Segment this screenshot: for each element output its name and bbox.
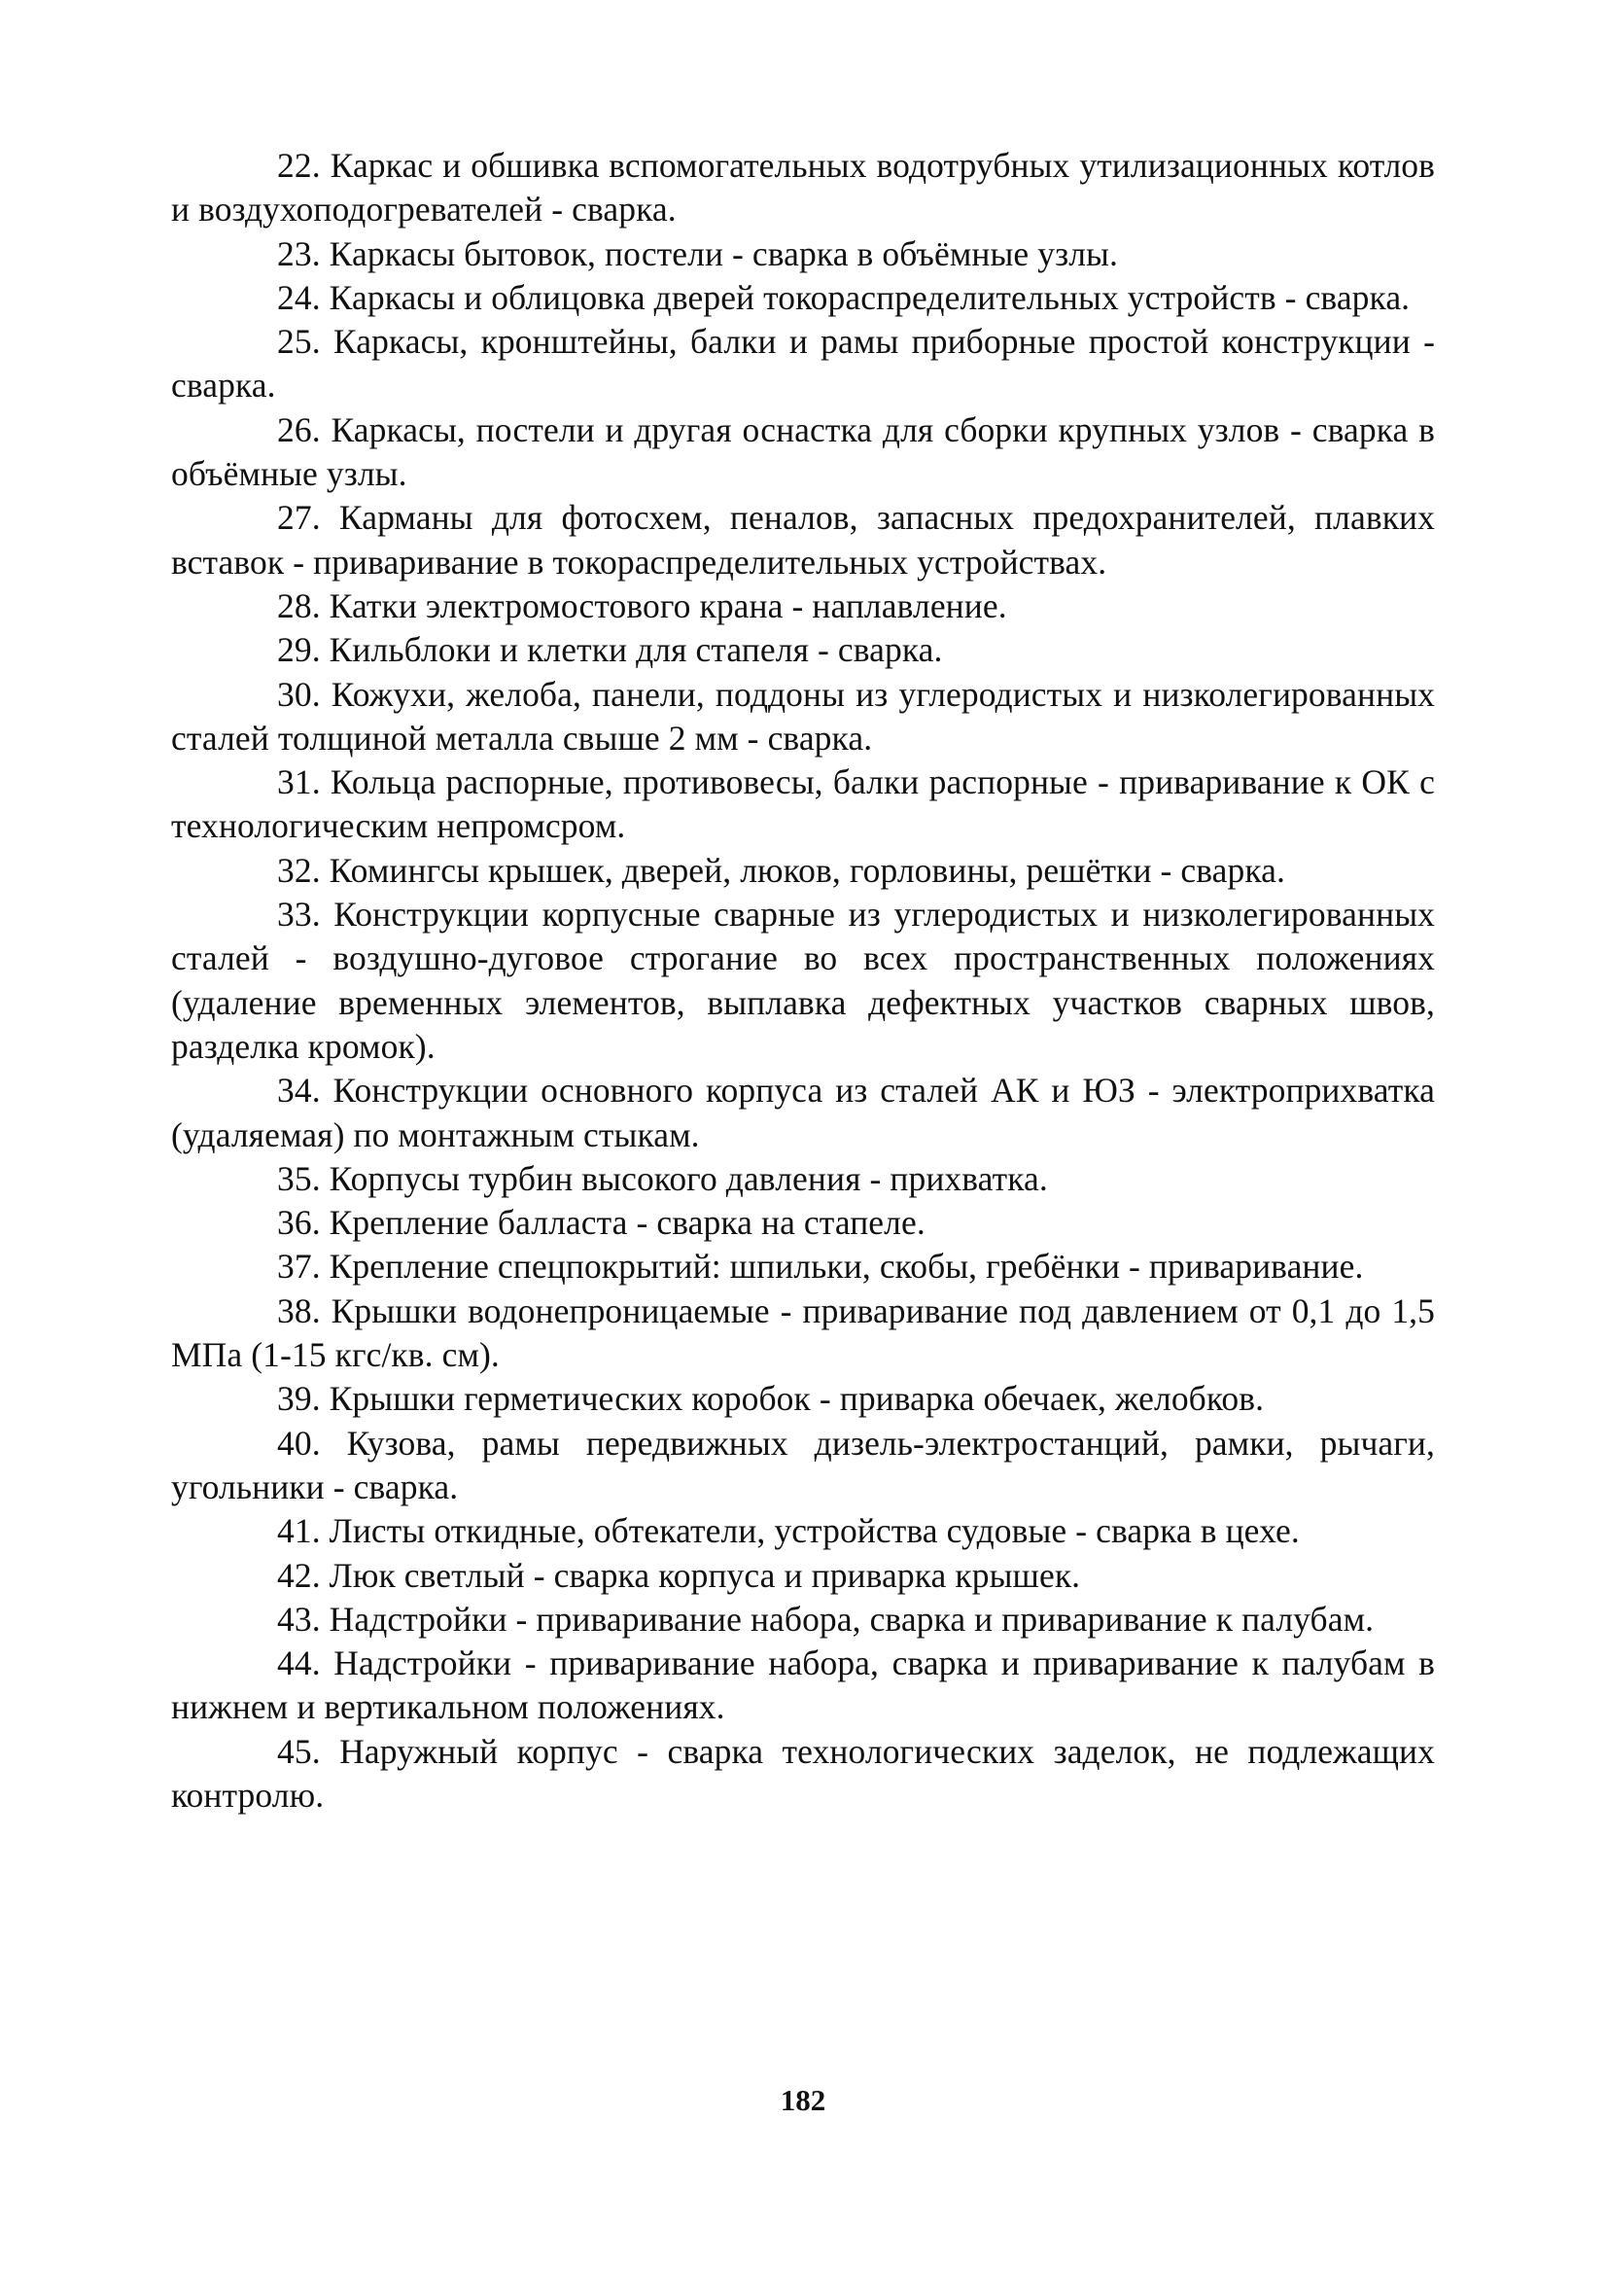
- list-item: 39. Крышки герметических коробок - приварка обечаек, желобков.: [277, 1379, 1265, 1419]
- list-item: 31. Кольца распорные, противовесы, балки распорные - приваривание к ОК с технологическим непромсром.: [171, 762, 1435, 846]
- list-item: 28. Катки электромостового крана - наплавление.: [277, 585, 1007, 625]
- list-item: 32. Комингсы крышек, дверей, люков, горловины, решётки - сварка.: [277, 850, 1286, 890]
- list-item: 44. Надстройки - приваривание набора, сварка и приваривание к палубам в нижнем и вертикальном положениях.: [171, 1643, 1435, 1727]
- list-item: 33. Конструкции корпусные сварные из углеродистых и низколегированных сталей - воздушно-дуговое строгание во всех пространственных положениях (удаление временных элементов, выплавка дефектных участков сварных швов, разделка кромок).: [171, 895, 1435, 1066]
- list-item: 36. Крепление балласта - сварка на стапеле.: [277, 1203, 926, 1243]
- list-item: 26. Каркасы, постели и другая оснастка для сборки крупных узлов - сварка в объёмные узлы.: [171, 409, 1435, 494]
- list-item: 38. Крышки водонепроницаемые - приваривание под давлением от 0,1 до 1,5 МПа (1-15 кгс/кв. см).: [171, 1290, 1435, 1375]
- list-item: 30. Кожухи, желоба, панели, поддоны из углеродистых и низколегированных сталей толщиной металла свыше 2 мм - сварка.: [171, 674, 1435, 758]
- list-item: 24. Каркасы и облицовка дверей токораспределительных устройств - сварка.: [277, 277, 1411, 317]
- list-item: 35. Корпусы турбин высокого давления - прихватка.: [277, 1158, 1048, 1198]
- list-item: 42. Люк светлый - сварка корпуса и приварка крышек.: [277, 1555, 1081, 1595]
- list-item: 40. Кузова, рамы передвижных дизель-электростанций, рамки, рычаги, угольники - сварка.: [171, 1423, 1435, 1506]
- text-block: [171, 144, 1435, 1818]
- list-item: 45. Наружный корпус - сварка технологических заделок, не подлежащих контролю.: [171, 1731, 1435, 1815]
- list-item: 29. Кильблоки и клетки для стапеля - сварка.: [277, 630, 943, 670]
- list-item: 22. Каркас и обшивка вспомогательных водотрубных утилизационных котлов и воздухоподогревателей - сварка.: [171, 146, 1435, 230]
- list-item: 41. Листы откидные, обтекатели, устройства судовые - сварка в цехе.: [277, 1511, 1300, 1551]
- list-item: 43. Надстройки - приваривание набора, сварка и приваривание к палубам.: [277, 1599, 1375, 1639]
- list-item: 23. Каркасы бытовок, постели - сварка в объёмные узлы.: [277, 233, 1118, 273]
- list-item: 27. Карманы для фотосхем, пеналов, запасных предохранителей, плавких вставок - приваривание в токораспределительных устройствах.: [171, 498, 1435, 582]
- list-item: 25. Каркасы, кронштейны, балки и рамы приборные простой конструкции - сварка.: [171, 322, 1435, 406]
- list-item: 34. Конструкции основного корпуса из сталей АК и ЮЗ - электроприхватка (удаляемая) по монтажным стыкам.: [171, 1071, 1435, 1154]
- page-number: 182: [780, 2083, 826, 2117]
- list-item: 37. Крепление спецпокрытий: шпильки, скобы, гребёнки - приваривание.: [277, 1247, 1364, 1287]
